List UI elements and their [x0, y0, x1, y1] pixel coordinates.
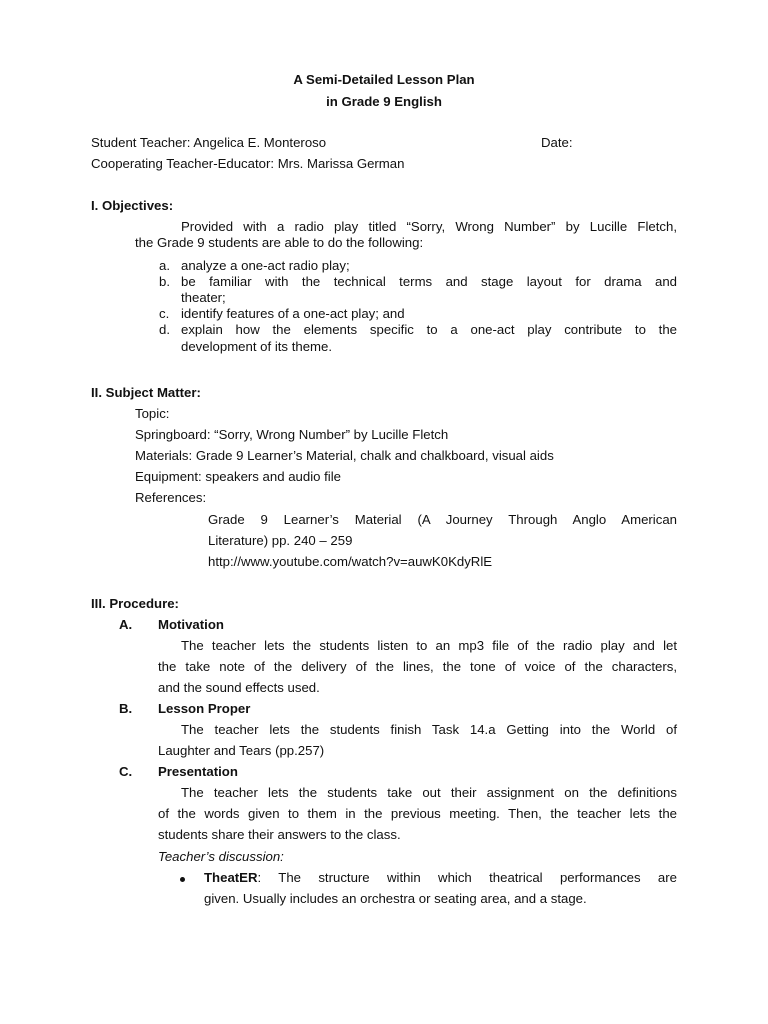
section-letter: C. [119, 764, 133, 779]
student-teacher: Student Teacher: Angelica E. Monteroso [91, 135, 327, 150]
presentation-line: of the words given to them in the previous meeting. Then, the teacher lets the [158, 806, 677, 821]
motivation-line: and the sound effects used. [158, 680, 320, 695]
bullet-icon [180, 877, 185, 882]
objective-text: identify features of a one-act play; and [181, 306, 405, 321]
subject-matter-heading: II. Subject Matter: [91, 385, 201, 400]
title-line-2: in Grade 9 English [326, 94, 442, 109]
topic: Topic: [135, 406, 170, 421]
bullet-line-2: given. Usually includes an orchestra or seating area, and a stage. [204, 891, 587, 906]
objectives-heading: I. Objectives: [91, 198, 174, 213]
objective-text: analyze a one-act radio play; [181, 258, 350, 273]
section-title-motivation: Motivation [158, 617, 224, 632]
cooperating-teacher: Cooperating Teacher-Educator: Mrs. Marissa German [91, 156, 405, 171]
section-title-presentation: Presentation [158, 764, 238, 779]
bullet-definition: : The structure within which theatrical performances are [257, 870, 677, 885]
section-title-lesson-proper: Lesson Proper [158, 701, 251, 716]
procedure-heading: III. Procedure: [91, 596, 179, 611]
objective-letter: d. [159, 322, 170, 337]
motivation-line: the take note of the delivery of the lines, the tone of voice of the characters, [158, 659, 677, 674]
lesson-proper-line: The teacher lets the students finish Task 14.a Getting into the World of [181, 722, 677, 737]
objectives-intro-line-2: the Grade 9 students are able to do the following: [135, 235, 424, 250]
section-letter: A. [119, 617, 133, 632]
presentation-line: The teacher lets the students take out their assignment on the definitions [181, 785, 677, 800]
reference-line-1: Grade 9 Learner’s Material (A Journey Through Anglo American [208, 512, 677, 527]
references-label: References: [135, 490, 207, 505]
objective-letter: b. [159, 274, 170, 289]
springboard: Springboard: “Sorry, Wrong Number” by Lucille Fletch [135, 427, 449, 442]
objective-text-continued: theater; [181, 290, 226, 305]
objective-text-continued: development of its theme. [181, 339, 333, 354]
motivation-line: The teacher lets the students listen to an mp3 file of the radio play and let [181, 638, 677, 653]
materials: Materials: Grade 9 Learner’s Material, chalk and chalkboard, visual aids [135, 448, 554, 463]
section-letter: B. [119, 701, 133, 716]
equipment: Equipment: speakers and audio file [135, 469, 342, 484]
objective-text: explain how the elements specific to a one-act play contribute to the [181, 322, 677, 337]
title-line-1: A Semi-Detailed Lesson Plan [293, 72, 475, 87]
presentation-line: students share their answers to the class. [158, 827, 401, 842]
reference-line-2: Literature) pp. 240 – 259 [208, 533, 353, 548]
objective-letter: c. [159, 306, 170, 321]
lesson-proper-line: Laughter and Tears (pp.257) [158, 743, 325, 758]
teachers-discussion-label: Teacher’s discussion: [158, 849, 284, 864]
bullet-line-1 [204, 870, 677, 885]
reference-url[interactable]: http://www.youtube.com/watch?v=auwK0KdyRlE [208, 554, 493, 569]
date-label: Date: [541, 135, 573, 150]
objective-text: be familiar with the technical terms and stage layout for drama and [181, 274, 677, 289]
objective-letter: a. [159, 258, 170, 273]
objectives-intro-line-1: Provided with a radio play titled “Sorry, Wrong Number” by Lucille Fletch, [181, 219, 677, 234]
bullet-term: TheatER [204, 870, 258, 885]
